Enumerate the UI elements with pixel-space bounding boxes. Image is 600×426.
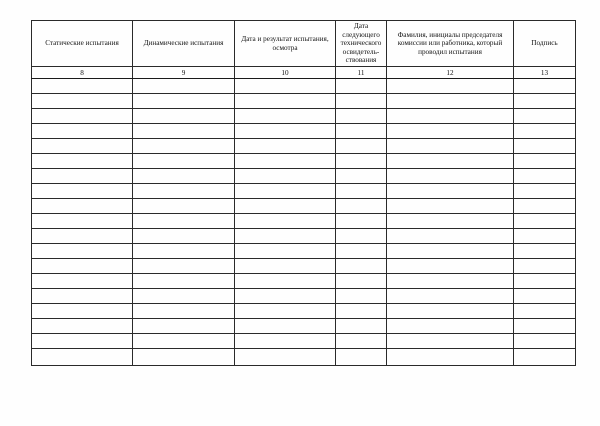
table-cell — [32, 319, 133, 334]
table-cell — [387, 334, 514, 349]
table-cell — [133, 169, 235, 184]
header-row — [32, 21, 576, 67]
table-cell — [32, 349, 133, 366]
table-cell — [235, 199, 336, 214]
table-cell — [514, 349, 576, 366]
table-cell — [235, 244, 336, 259]
table-cell — [133, 79, 235, 94]
table-row — [32, 124, 576, 139]
table-cell — [336, 199, 387, 214]
table-row — [32, 319, 576, 334]
header-signature: Подпись — [514, 21, 576, 67]
table-cell — [514, 139, 576, 154]
column-number: 11 — [336, 67, 387, 79]
table-cell — [32, 184, 133, 199]
header-date-and-result: Дата и результат испытания, осмотра — [235, 21, 336, 67]
table-cell — [133, 289, 235, 304]
table-cell — [235, 124, 336, 139]
table-cell — [387, 214, 514, 229]
table-cell — [514, 79, 576, 94]
table-cell — [387, 244, 514, 259]
table-cell — [387, 229, 514, 244]
table-cell — [514, 274, 576, 289]
table-cell — [387, 274, 514, 289]
table-cell — [133, 154, 235, 169]
table-cell — [387, 124, 514, 139]
inspection-log-table — [31, 20, 576, 366]
table-cell — [235, 229, 336, 244]
table-row — [32, 274, 576, 289]
table-row — [32, 169, 576, 184]
table-cell — [514, 169, 576, 184]
table-cell — [387, 139, 514, 154]
table-cell — [336, 184, 387, 199]
table-cell — [387, 79, 514, 94]
table-cell — [32, 124, 133, 139]
table-cell — [336, 169, 387, 184]
table-cell — [514, 154, 576, 169]
table-cell — [32, 304, 133, 319]
table-cell — [387, 184, 514, 199]
table-cell — [336, 139, 387, 154]
table-cell — [32, 199, 133, 214]
table-cell — [235, 259, 336, 274]
table-cell — [235, 289, 336, 304]
table-cell — [514, 244, 576, 259]
table-row — [32, 349, 576, 366]
table-cell — [514, 199, 576, 214]
column-number-row — [32, 67, 576, 79]
table-cell — [336, 274, 387, 289]
table-row — [32, 214, 576, 229]
table-cell — [32, 289, 133, 304]
table-cell — [336, 94, 387, 109]
table-row — [32, 289, 576, 304]
header-next-inspection-date: Дата следующего технического освидетель-ствования — [336, 21, 387, 67]
header-static-tests: Статические испытания — [32, 21, 133, 67]
table-cell — [235, 109, 336, 124]
table-cell — [514, 334, 576, 349]
table-cell — [336, 244, 387, 259]
table-cell — [235, 274, 336, 289]
table-cell — [235, 94, 336, 109]
table-cell — [387, 94, 514, 109]
table-cell — [32, 334, 133, 349]
table-cell — [133, 244, 235, 259]
table-cell — [336, 124, 387, 139]
table-cell — [514, 319, 576, 334]
table-row — [32, 304, 576, 319]
table-cell — [336, 349, 387, 366]
table-cell — [235, 169, 336, 184]
table-cell — [32, 109, 133, 124]
table-cell — [514, 184, 576, 199]
table-row — [32, 259, 576, 274]
table-cell — [32, 139, 133, 154]
table-cell — [336, 259, 387, 274]
table-cell — [133, 274, 235, 289]
table-cell — [133, 124, 235, 139]
table-cell — [235, 349, 336, 366]
column-number: 10 — [235, 67, 336, 79]
table-cell — [336, 304, 387, 319]
table-cell — [235, 319, 336, 334]
table-cell — [32, 259, 133, 274]
table-cell — [235, 304, 336, 319]
table-cell — [336, 319, 387, 334]
table-cell — [387, 289, 514, 304]
table-cell — [235, 214, 336, 229]
column-number: 12 — [387, 67, 514, 79]
table-cell — [387, 349, 514, 366]
table-cell — [235, 154, 336, 169]
table-cell — [133, 304, 235, 319]
table-cell — [32, 154, 133, 169]
table-cell — [133, 139, 235, 154]
table-row — [32, 334, 576, 349]
table-cell — [336, 79, 387, 94]
table-cell — [32, 79, 133, 94]
table-cell — [336, 109, 387, 124]
table-cell — [336, 214, 387, 229]
log-body — [32, 79, 576, 366]
table-cell — [32, 274, 133, 289]
table-cell — [235, 79, 336, 94]
table-row — [32, 139, 576, 154]
table-cell — [32, 94, 133, 109]
table-cell — [514, 289, 576, 304]
table-cell — [387, 319, 514, 334]
table-cell — [133, 349, 235, 366]
table-row — [32, 229, 576, 244]
column-number: 13 — [514, 67, 576, 79]
table-cell — [235, 334, 336, 349]
table-cell — [514, 304, 576, 319]
table-cell — [336, 334, 387, 349]
table-cell — [387, 199, 514, 214]
table-cell — [133, 94, 235, 109]
table-cell — [336, 289, 387, 304]
table-cell — [133, 109, 235, 124]
table-cell — [133, 259, 235, 274]
table-row — [32, 154, 576, 169]
table-cell — [514, 259, 576, 274]
table-cell — [133, 214, 235, 229]
table-row — [32, 109, 576, 124]
table-cell — [32, 244, 133, 259]
table-cell — [133, 229, 235, 244]
header-dynamic-tests: Динамические испытания — [133, 21, 235, 67]
table-row — [32, 94, 576, 109]
table-cell — [32, 214, 133, 229]
table-cell — [387, 109, 514, 124]
table-cell — [133, 319, 235, 334]
column-number: 9 — [133, 67, 235, 79]
table-cell — [133, 199, 235, 214]
table-cell — [133, 334, 235, 349]
table-cell — [32, 169, 133, 184]
table-cell — [235, 139, 336, 154]
table-cell — [387, 154, 514, 169]
table-row — [32, 244, 576, 259]
table-cell — [387, 304, 514, 319]
table-row — [32, 199, 576, 214]
column-number: 8 — [32, 67, 133, 79]
table-cell — [514, 214, 576, 229]
table-cell — [387, 259, 514, 274]
header-commission-chair-name: Фамилия, инициалы председателя комиссии или работника, который проводил испытания — [387, 21, 514, 67]
table-cell — [32, 229, 133, 244]
table-row — [32, 79, 576, 94]
table-cell — [514, 109, 576, 124]
table-cell — [235, 184, 336, 199]
table-cell — [514, 124, 576, 139]
table-cell — [514, 94, 576, 109]
table-cell — [514, 229, 576, 244]
table-row — [32, 184, 576, 199]
table-cell — [133, 184, 235, 199]
table-cell — [336, 229, 387, 244]
table-cell — [336, 154, 387, 169]
table-cell — [387, 169, 514, 184]
